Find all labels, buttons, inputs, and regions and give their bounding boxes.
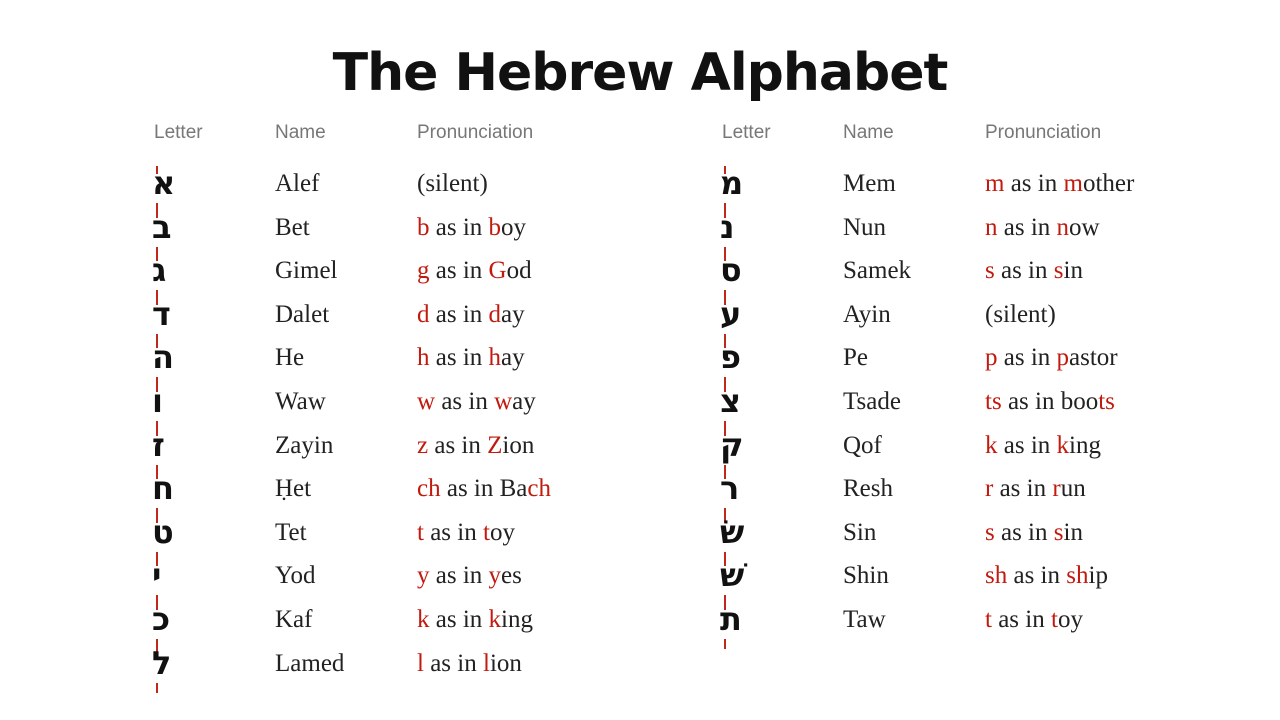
pronunciation-highlight: p <box>985 344 998 372</box>
pronunciation-highlight: t <box>1050 605 1058 633</box>
letter-name: Waw <box>275 387 326 415</box>
pronunciation-highlight: Z <box>487 431 503 459</box>
pronunciation-text: oy <box>1057 605 1083 633</box>
hebrew-letter: א <box>152 164 176 202</box>
hebrew-letter: ד <box>152 294 171 333</box>
pronunciation-text: as in Ba <box>440 475 528 503</box>
hebrew-letter: צ <box>720 381 741 420</box>
letter-name: Bet <box>275 213 310 241</box>
pronunciation-text: in <box>1063 518 1083 546</box>
pronunciation <box>985 432 1101 460</box>
pronunciation-text: as in <box>429 257 489 285</box>
pronunciation-highlight: b <box>488 213 502 241</box>
pronunciation-text: as in <box>997 213 1057 241</box>
pronunciation-highlight: ch <box>417 475 441 503</box>
hebrew-letter: ה <box>152 338 174 377</box>
pronunciation-text: oy <box>501 213 527 241</box>
hebrew-letter: ח <box>152 469 174 508</box>
pronunciation-text: astor <box>1069 344 1118 372</box>
pronunciation <box>417 170 488 198</box>
pronunciation <box>417 344 525 372</box>
pronunciation-highlight: g <box>417 257 430 285</box>
pronunciation-text: oy <box>489 518 515 546</box>
pronunciation-highlight: h <box>417 344 430 372</box>
pronunciation-text: as in <box>435 387 495 415</box>
pronunciation-highlight: d <box>488 300 502 328</box>
pronunciation <box>417 257 532 285</box>
hebrew-letter: ס <box>720 251 742 290</box>
hebrew-letter-cell <box>150 164 190 205</box>
header-letter: Letter <box>722 122 771 143</box>
hebrew-letter-cell <box>718 294 758 336</box>
pronunciation-highlight: n <box>985 213 998 241</box>
hebrew-letter: מ <box>720 164 744 202</box>
pronunciation <box>985 388 1115 416</box>
pronunciation-highlight: ts <box>1098 387 1115 415</box>
pronunciation-text: as in <box>429 344 489 372</box>
letter-name: He <box>275 344 305 372</box>
pronunciation-text: un <box>1060 475 1086 503</box>
hebrew-letter: ר <box>720 469 740 508</box>
letter-name: Gimel <box>275 257 338 285</box>
header-name: Name <box>843 122 894 143</box>
hebrew-letter: ט <box>152 512 174 551</box>
pronunciation <box>417 475 551 503</box>
letter-name: Lamed <box>275 649 345 677</box>
pronunciation <box>417 562 522 590</box>
pronunciation-text: as in <box>429 562 489 590</box>
letter-name: Tet <box>275 518 307 546</box>
hebrew-letter: נ <box>720 207 735 246</box>
pronunciation <box>417 519 515 547</box>
hebrew-letter: ל <box>152 643 172 682</box>
letter-name: Ḥet <box>275 475 312 503</box>
pronunciation-highlight: d <box>417 300 430 328</box>
pronunciation-text: as in boo <box>1001 387 1099 415</box>
hebrew-letter-cell <box>150 251 190 292</box>
pronunciation-text: ing <box>501 605 533 633</box>
letter-name: Yod <box>275 562 316 590</box>
pronunciation-text: (silent) <box>985 300 1056 328</box>
pronunciation <box>985 214 1100 242</box>
pronunciation <box>417 606 533 634</box>
hebrew-letter: שׂ <box>720 512 745 551</box>
pronunciation <box>985 519 1083 547</box>
pronunciation-highlight: p <box>1056 344 1070 372</box>
pronunciation <box>985 562 1108 590</box>
hebrew-letter-cell <box>718 251 758 292</box>
letter-name: Dalet <box>275 300 330 328</box>
pronunciation <box>417 388 536 416</box>
pronunciation-highlight: y <box>417 562 430 590</box>
letter-name: Alef <box>275 170 320 197</box>
pronunciation-highlight: ch <box>527 475 552 503</box>
pronunciation-highlight: s <box>1053 257 1064 285</box>
pronunciation-highlight: l <box>417 649 424 677</box>
pronunciation-text: as in <box>1004 170 1064 197</box>
letter-name: Ayin <box>843 300 891 328</box>
hebrew-letter-cell <box>718 164 758 205</box>
hebrew-letter-cell <box>150 643 190 685</box>
hebrew-letter-cell <box>150 469 190 510</box>
pronunciation-text: as in <box>423 649 483 677</box>
hebrew-letter-cell <box>150 425 190 467</box>
pronunciation-highlight: y <box>488 562 502 590</box>
letter-name: Nun <box>843 213 887 241</box>
red-marker <box>724 639 726 649</box>
pronunciation-highlight: k <box>417 605 430 633</box>
hebrew-letter-cell <box>150 338 190 379</box>
pronunciation-highlight: k <box>985 431 998 459</box>
pronunciation-highlight: G <box>488 257 507 285</box>
pronunciation-highlight: n <box>1056 213 1070 241</box>
pronunciation-text: as in <box>994 257 1054 285</box>
pronunciation-highlight: sh <box>985 562 1008 590</box>
pronunciation <box>985 301 1056 329</box>
pronunciation-text: as in <box>428 431 488 459</box>
pronunciation-highlight: l <box>482 649 490 677</box>
pronunciation-highlight: sh <box>1066 562 1089 590</box>
pronunciation-highlight: s <box>985 518 995 546</box>
pronunciation-highlight: s <box>1053 518 1064 546</box>
hebrew-letter: ג <box>152 251 167 290</box>
hebrew-letter: ו <box>152 381 163 420</box>
letter-name: Taw <box>843 605 886 633</box>
pronunciation <box>985 344 1118 372</box>
pronunciation-text: (silent) <box>417 170 488 197</box>
hebrew-letter-cell <box>718 207 758 249</box>
pronunciation-highlight: t <box>482 518 490 546</box>
pronunciation-text: as in <box>997 431 1057 459</box>
pronunciation-highlight: t <box>985 605 992 633</box>
hebrew-letter-cell <box>718 425 758 467</box>
hebrew-letter: י <box>152 556 162 595</box>
pronunciation-text: as in <box>991 605 1051 633</box>
pronunciation-text: ion <box>489 649 522 677</box>
pronunciation <box>417 214 526 242</box>
pronunciation-text: od <box>506 257 532 285</box>
letter-name: Kaf <box>275 605 313 633</box>
hebrew-letter-cell <box>150 294 190 336</box>
pronunciation-highlight: k <box>488 605 502 633</box>
letter-name: Samek <box>843 257 912 285</box>
pronunciation-highlight: w <box>417 387 436 415</box>
pronunciation-text: ion <box>502 431 535 459</box>
pronunciation-text: ing <box>1069 431 1101 459</box>
pronunciation-text: as in <box>997 344 1057 372</box>
pronunciation-highlight: z <box>417 431 429 459</box>
hebrew-letter: שׁ <box>720 556 745 595</box>
pronunciation-text: es <box>501 562 522 590</box>
pronunciation-text: ay <box>501 300 525 328</box>
letter-name: Qof <box>843 431 882 459</box>
hebrew-letter-cell <box>718 512 758 554</box>
pronunciation-text: as in <box>429 213 489 241</box>
pronunciation-highlight: m <box>1063 170 1083 197</box>
hebrew-letter-cell <box>718 599 758 641</box>
pronunciation <box>985 606 1083 634</box>
hebrew-letter-cell <box>718 469 758 510</box>
pronunciation <box>417 301 525 329</box>
pronunciation-text: ay <box>512 387 536 415</box>
pronunciation <box>985 475 1086 503</box>
letter-name: Shin <box>843 562 889 590</box>
pronunciation-text: as in <box>1007 562 1067 590</box>
pronunciation <box>417 650 522 678</box>
header-letter: Letter <box>154 122 203 143</box>
pronunciation-highlight: r <box>1052 475 1061 503</box>
hebrew-letter-cell <box>150 512 190 554</box>
hebrew-letter-cell <box>150 599 190 641</box>
pronunciation-highlight: m <box>985 170 1005 197</box>
pronunciation <box>985 257 1083 285</box>
pronunciation-text: ay <box>501 344 525 372</box>
pronunciation-text: as in <box>994 518 1054 546</box>
hebrew-letter-cell <box>718 381 758 423</box>
hebrew-letter: ב <box>152 207 172 246</box>
letter-name: Tsade <box>843 387 901 415</box>
pronunciation <box>417 432 534 460</box>
letter-name: Resh <box>843 475 893 503</box>
hebrew-letter-cell <box>718 556 758 597</box>
red-marker <box>156 683 158 693</box>
letter-name: Zayin <box>275 431 334 459</box>
pronunciation-highlight: k <box>1056 431 1070 459</box>
hebrew-letter: ת <box>720 599 742 638</box>
page-title: The Hebrew Alphabet <box>332 43 948 103</box>
pronunciation-highlight: b <box>417 213 430 241</box>
hebrew-letter-cell <box>150 381 190 423</box>
hebrew-letter: ע <box>720 294 742 333</box>
pronunciation-text: other <box>1082 170 1135 197</box>
pronunciation-highlight: s <box>985 257 995 285</box>
hebrew-letter: ק <box>720 425 744 464</box>
hebrew-letter: פ <box>720 338 742 377</box>
pronunciation-highlight: t <box>417 518 424 546</box>
pronunciation <box>985 170 1134 198</box>
pronunciation-text: ip <box>1088 562 1108 590</box>
header-name: Name <box>275 122 326 143</box>
hebrew-letter-cell <box>150 207 190 249</box>
pronunciation-text: as in <box>429 300 489 328</box>
pronunciation-highlight: h <box>488 344 502 372</box>
hebrew-letter: ז <box>152 425 165 464</box>
letter-name: Mem <box>843 170 896 197</box>
hebrew-letter-cell <box>150 556 190 597</box>
header-pronunciation: Pronunciation <box>417 122 534 143</box>
pronunciation-highlight: w <box>494 387 513 415</box>
pronunciation-text: in <box>1063 257 1083 285</box>
hebrew-letter: כ <box>152 599 171 638</box>
letter-name: Pe <box>843 344 868 372</box>
pronunciation-text: as in <box>429 605 489 633</box>
pronunciation-text: as in <box>993 475 1053 503</box>
pronunciation-highlight: ts <box>985 387 1002 415</box>
pronunciation-text: as in <box>423 518 483 546</box>
header-pronunciation: Pronunciation <box>985 122 1102 143</box>
hebrew-letter-cell <box>718 338 758 379</box>
letter-name: Sin <box>843 518 877 546</box>
pronunciation-text: ow <box>1069 213 1100 241</box>
pronunciation-highlight: r <box>985 475 994 503</box>
